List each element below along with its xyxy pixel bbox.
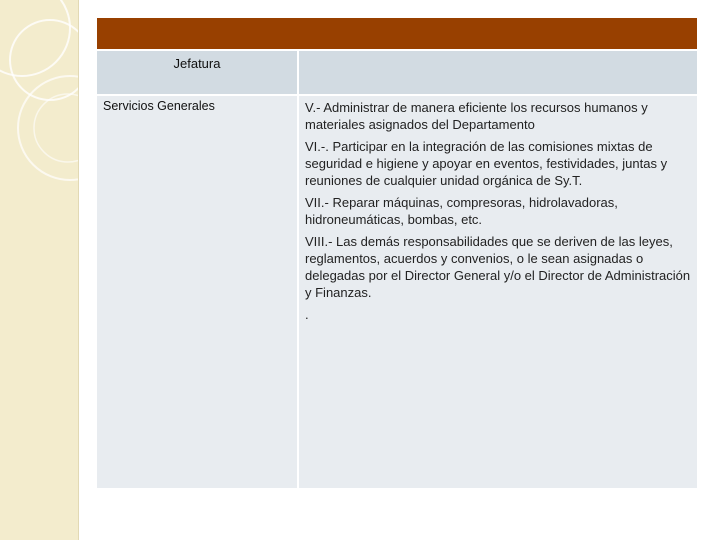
- header-cell-empty: [299, 51, 697, 94]
- header-cell-jefatura: Jefatura: [97, 51, 297, 94]
- table-header-bar: [97, 18, 697, 49]
- row-label-servicios-generales: Servicios Generales: [97, 96, 297, 488]
- responsibility-item-vi: VI.-. Participar en la integración de las comisiones mixtas de seguridad e higiene y apoyar en eventos, festividades, juntas y reuniones de cualquier unidad orgánica de Sy.T.: [305, 139, 668, 188]
- responsibility-item-vii: VII.- Reparar máquinas, compresoras, hidrolavadoras, hidroneumáticas, bombas, etc.: [305, 195, 618, 227]
- responsibility-item-viii: VIII.- Las demás responsabilidades que se deriven de las leyes, reglamentos, acuerdos y convenios, o le sean asignadas o delegadas por el Director General y/o el Director de Administración y Finanzas.: [305, 234, 691, 300]
- decorative-circles: [0, 0, 78, 540]
- decorative-side-band: [0, 0, 79, 540]
- trailing-period: .: [305, 307, 309, 322]
- responsibility-item-v: V.- Administrar de manera eficiente los recursos humanos y materiales asignados del Departamento: [305, 100, 648, 132]
- responsibilities-table: [97, 18, 697, 488]
- responsibilities-cell: [299, 96, 697, 488]
